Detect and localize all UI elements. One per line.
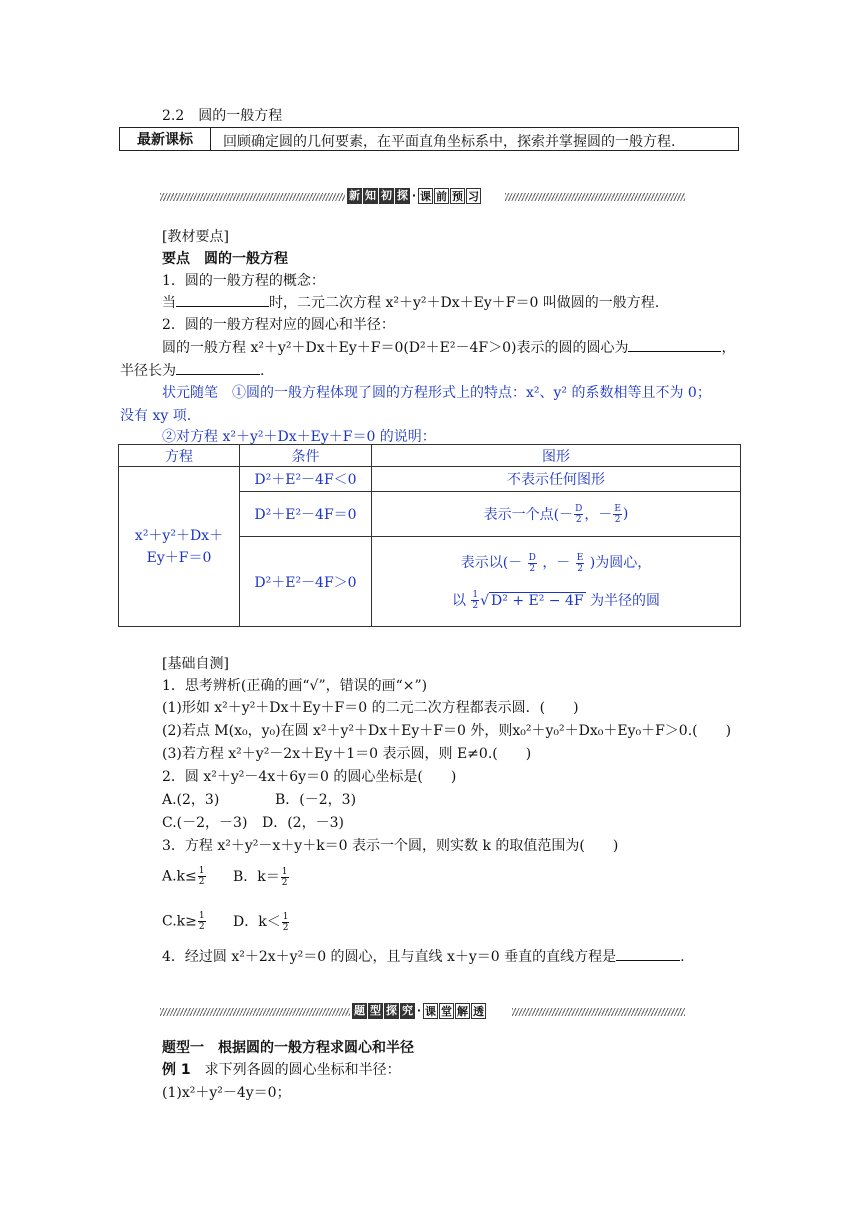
banner-char: 知 bbox=[365, 189, 376, 202]
curriculum-standard-box bbox=[119, 127, 739, 151]
frac-den: 2 bbox=[198, 877, 205, 887]
shape3-pre: 表示以(－ bbox=[460, 555, 523, 571]
banner-hatch-right bbox=[505, 193, 685, 201]
item2-line1-text: 圆的一般方程 x²＋y²＋Dx＋Ey＋F＝0(D²＋E²－4F＞0)表示的圆的圆心为 bbox=[162, 340, 629, 356]
example1-part1: (1)x²＋y²－4y＝0； bbox=[162, 1085, 291, 1101]
shape2-mid: ，－ bbox=[584, 507, 613, 523]
q2-option-d: D．(2，－3) bbox=[262, 815, 344, 831]
frac-num: 1 bbox=[198, 866, 205, 876]
shape3-line1 bbox=[461, 552, 652, 574]
item2-line2-pre: 半径长为 bbox=[120, 363, 176, 379]
q3: 3．方程 x²＋y²－x＋y＋k＝0 表示一个圆，则实数 k 的取值范围为( ) bbox=[162, 838, 619, 854]
section-title: 2.2 圆的一般方程 bbox=[162, 108, 283, 124]
item1-post: 时，二元二次方程 x²＋y²＋Dx＋Ey＋F＝0 叫做圆的一般方程. bbox=[269, 295, 660, 311]
frac-num: 1 bbox=[282, 911, 289, 922]
type1-title: 题型一 根据圆的一般方程求圆心和半径 bbox=[162, 1040, 414, 1056]
banner-hatch-left bbox=[160, 193, 345, 201]
banner-hatch-right bbox=[512, 1008, 685, 1016]
q3-d-text: D．k＜ bbox=[233, 914, 281, 930]
q4-text: 4．经过圆 x²＋2x＋y²＝0 的圆心，且与直线 x＋y＝0 垂直的直线方程是 bbox=[162, 949, 617, 965]
table-equation-cell bbox=[119, 467, 239, 626]
fill-blank-2 bbox=[628, 339, 721, 352]
q4-end: . bbox=[680, 949, 685, 965]
banner-char: 新 bbox=[349, 189, 360, 202]
example1-text: 求下列各圆的圆心坐标和半径： bbox=[204, 1062, 401, 1078]
fraction-e-over-2 bbox=[576, 553, 585, 574]
textbook-heading: [教材要点] bbox=[162, 229, 229, 245]
frac-den: 2 bbox=[472, 601, 479, 611]
item1-title: 1．圆的一般方程的概念： bbox=[162, 273, 325, 289]
shape3b-pre: 以 bbox=[451, 592, 466, 609]
q2: 2．圆 x²＋y²－4x＋6y＝0 的圆心坐标是( ) bbox=[162, 769, 457, 785]
banner-char: · bbox=[411, 189, 417, 202]
section-banner-preview bbox=[160, 190, 685, 204]
table-header-condition: 条件 bbox=[291, 448, 320, 465]
banner-char: 课 bbox=[425, 1005, 436, 1018]
banner-char: 前 bbox=[436, 190, 447, 203]
q2-option-c: C.(－2，－3) bbox=[162, 815, 248, 831]
banner-char: 预 bbox=[452, 190, 463, 203]
table-shape-2 bbox=[372, 492, 740, 536]
fraction-one-half bbox=[198, 911, 206, 932]
fraction-one-half bbox=[198, 866, 206, 887]
q2-option-b: B．(－2，3) bbox=[275, 792, 357, 808]
q1-2: (2)若点 M(x₀，y₀)在圆 x²＋y²＋Dx＋Ey＋F＝0 外，则x₀²＋y₀²＋Dx₀＋Ey₀＋F＞0.( ) bbox=[162, 723, 732, 739]
item2-line1-end: ， bbox=[721, 340, 736, 356]
fraction-d-over-2 bbox=[528, 553, 537, 574]
frac-den: 2 bbox=[281, 877, 288, 888]
shape2-end: ) bbox=[622, 506, 629, 522]
frac-den: 2 bbox=[282, 922, 289, 933]
fill-blank-3 bbox=[176, 362, 260, 375]
frac-num: D bbox=[575, 503, 583, 514]
q1-3: (3)若方程 x²＋y²－2x＋Ey＋1＝0 表示圆，则 E≠0.( ) bbox=[162, 746, 532, 762]
frac-num: 1 bbox=[472, 590, 479, 600]
banner-char: · bbox=[416, 1004, 422, 1017]
section-banner-explore bbox=[160, 1005, 685, 1019]
q2-option-a: A.(2，3) bbox=[162, 792, 220, 808]
q3-c-text: C.k≥ bbox=[162, 913, 197, 930]
q3-a-text: A.k≤ bbox=[162, 868, 197, 885]
banner-char: 课 bbox=[420, 190, 431, 203]
frac-den: 2 bbox=[614, 514, 621, 525]
fraction-d-over-2 bbox=[574, 504, 583, 525]
table-condition-3: D²＋E²－4F＞0 bbox=[254, 574, 357, 591]
fraction-one-half bbox=[282, 912, 290, 933]
sqrt-sign: √ bbox=[480, 592, 490, 609]
q3-option-c bbox=[162, 911, 207, 932]
banner-char: 探 bbox=[397, 189, 408, 202]
note2: ②对方程 x²＋y²＋Dx＋Ey＋F＝0 的说明： bbox=[162, 429, 436, 445]
table-shape-3 bbox=[372, 537, 740, 626]
fill-blank-q4 bbox=[616, 948, 680, 961]
item2-line2 bbox=[120, 360, 264, 380]
frac-den: 2 bbox=[529, 563, 536, 574]
item1-pre: 当 bbox=[162, 295, 176, 311]
frac-num: E bbox=[614, 503, 621, 514]
item1-line bbox=[162, 292, 659, 312]
shape3-line2 bbox=[452, 590, 660, 612]
banner-char: 题 bbox=[354, 1004, 365, 1017]
q3-b-text: B．k＝ bbox=[233, 869, 280, 885]
item2-line1 bbox=[162, 337, 735, 357]
shape3b-end: 为半径的圆 bbox=[590, 592, 661, 609]
note-label: 状元随笔 bbox=[162, 385, 218, 401]
frac-num: 1 bbox=[281, 866, 288, 877]
banner-tag-explore bbox=[352, 1003, 486, 1019]
q3-option-d bbox=[233, 911, 290, 933]
q4 bbox=[162, 946, 685, 966]
table-header-equation: 方程 bbox=[165, 448, 193, 465]
sqrt-radicand: D² + E² − 4F bbox=[491, 592, 584, 609]
q3-option-a bbox=[162, 866, 207, 887]
table-equation-line2: Ey＋F＝0 bbox=[146, 549, 212, 566]
curriculum-standard-text: 回顾确定圆的几何要素，在平面直角坐标系中，探索并掌握圆的一般方程. bbox=[223, 134, 676, 150]
selftest-heading: [基础自测] bbox=[162, 656, 229, 672]
equation-condition-table bbox=[118, 444, 741, 627]
banner-char: 探 bbox=[386, 1004, 397, 1017]
banner-char: 透 bbox=[473, 1005, 484, 1018]
banner-char: 堂 bbox=[441, 1005, 452, 1018]
q1-1: (1)形如 x²＋y²＋Dx＋Ey＋F＝0 的二元二次方程都表示圆．( ) bbox=[162, 700, 579, 716]
frac-den: 2 bbox=[577, 563, 583, 574]
note1a: ①圆的一般方程体现了圆的方程形式上的特点：x²、y² 的系数相等且不为 0； bbox=[232, 385, 711, 401]
shape3-end: )为圆心， bbox=[589, 555, 652, 571]
banner-char: 型 bbox=[370, 1004, 381, 1017]
frac-num: E bbox=[576, 552, 584, 563]
banner-tag-preview bbox=[347, 188, 481, 204]
banner-char: 解 bbox=[457, 1005, 468, 1018]
frac-num: D bbox=[528, 552, 536, 563]
q3-option-b bbox=[233, 866, 290, 888]
frac-den: 2 bbox=[575, 514, 582, 525]
example1 bbox=[162, 1059, 401, 1079]
q1: 1．思考辨析(正确的画“√”，错误的画“×”) bbox=[162, 678, 428, 694]
point-title: 要点 圆的一般方程 bbox=[162, 251, 288, 267]
frac-num: 1 bbox=[198, 911, 205, 921]
table-header-shape: 图形 bbox=[542, 448, 570, 465]
example1-label: 例 1 bbox=[162, 1062, 191, 1078]
fraction-one-half bbox=[281, 867, 289, 888]
banner-char: 习 bbox=[468, 190, 479, 203]
fraction-e-over-2 bbox=[613, 504, 622, 525]
fill-blank-1 bbox=[176, 294, 269, 307]
curriculum-standard-label: 最新课标 bbox=[120, 128, 211, 150]
fraction-one-half bbox=[471, 590, 479, 611]
table-condition-2: D²＋E²－4F＝0 bbox=[254, 507, 357, 523]
shape2-pre: 表示一个点(－ bbox=[483, 507, 574, 523]
banner-char: 究 bbox=[402, 1004, 413, 1017]
shape3-mid: ，－ bbox=[542, 555, 571, 571]
banner-char: 初 bbox=[381, 189, 392, 202]
item2-line2-end: . bbox=[260, 363, 265, 379]
note1-line1 bbox=[162, 382, 711, 402]
table-shape-1: 不表示任何图形 bbox=[507, 472, 605, 488]
item2-title: 2．圆的一般方程对应的圆心和半径： bbox=[162, 317, 395, 333]
banner-hatch-left bbox=[160, 1008, 350, 1016]
note1-line2: 没有 xy 项. bbox=[120, 408, 192, 424]
frac-den: 2 bbox=[198, 922, 205, 932]
table-condition-1: D²＋E²－4F＜0 bbox=[254, 472, 357, 488]
table-equation-line1: x²＋y²＋Dx＋ bbox=[134, 527, 224, 544]
